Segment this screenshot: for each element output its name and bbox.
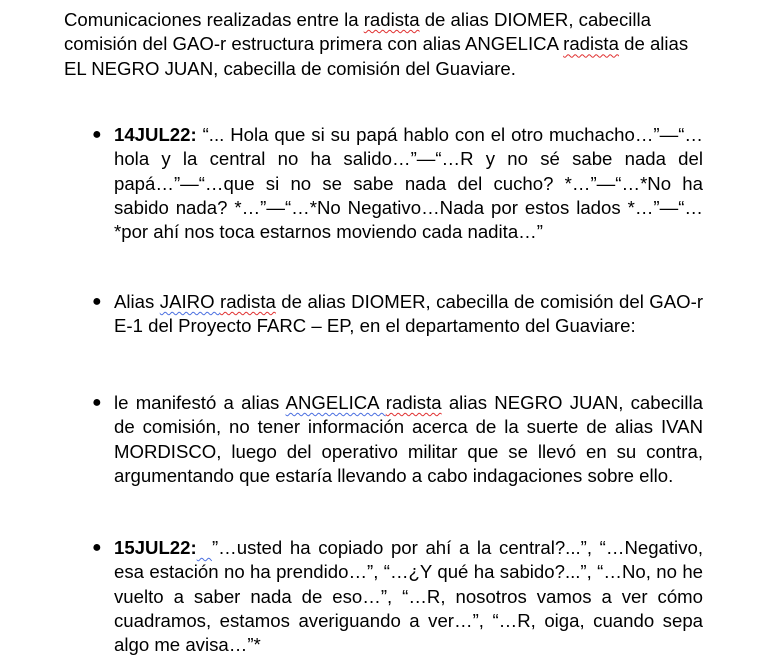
bullet-item-14jul22 — [92, 123, 703, 244]
entry-text: Alias — [114, 291, 160, 312]
spellcheck-space — [197, 537, 212, 558]
intro-text: Comunicaciones realizadas entre la — [64, 9, 364, 30]
entry-text: “... Hola que si su papá hablo con el otro muchacho…”—“…hola y la central no ha salido…”—“…R y no sé sabe nada del papá…”—“…que si no se sabe nada del cucho? *…”—“…*No ha sabido nada? *…”—“…*No Negativo…Nada por estos lados *…”—“…*por ahí nos toca estarnos moviendo cada nadita…” — [114, 124, 703, 243]
bullet-icon: ● — [92, 394, 102, 411]
intro-text: de alias EL NEGRO JUAN, cabecilla de comisión del Guaviare. — [64, 33, 689, 79]
bullet-icon: ● — [92, 126, 102, 143]
entry-date: 14JUL22: — [114, 124, 197, 145]
entry-text: de alias DIOMER, cabecilla de comisión del GAO-r E-1 del Proyecto FARC – EP, en el departamento del Guaviare: — [114, 291, 704, 337]
bullet-icon: ● — [92, 293, 102, 310]
spellcheck-word: radista — [363, 9, 420, 30]
entry-date: 15JUL22: — [114, 537, 197, 558]
bullet-item-jairo — [92, 290, 704, 339]
spellcheck-word: ANGELICA — [285, 392, 386, 413]
bullet-icon: ● — [92, 539, 102, 556]
intro-text: de alias DIOMER, cabecilla comisión del GAO-r estructura primera con alias ANGELICA — [64, 9, 652, 55]
entry-text: le manifestó a alias — [114, 392, 286, 413]
spellcheck-word: radista — [385, 392, 442, 413]
bullet-item-15jul22 — [92, 536, 703, 657]
intro-paragraph — [64, 8, 704, 81]
spellcheck-word: radista — [563, 33, 619, 55]
bullet-item-manifesto — [92, 391, 703, 488]
spellcheck-word: radista — [220, 291, 276, 312]
entry-text: ”…usted ha copiado por ahí a la central?...”, “…Negativo, esa estación no ha prendido…”, “…¿Y qué ha sabido?...”, “…No, no he vuelto a saber nada de eso…”, “…R, nosotros vamos a ver cómo cuadramos, estamos averiguando a ver…”, “…R, oiga, cuando sepa algo me avisa…”* — [114, 537, 703, 656]
entry-text: alias NEGRO JUAN, cabecilla de comisión, no tener información acerca de la suerte de alias IVAN MORDISCO, luego del operativo militar que se llevó en su contra, argumentando que estaría llevando a cabo indagaciones sobre ello. — [114, 392, 703, 486]
spellcheck-word: JAIRO — [159, 291, 221, 312]
